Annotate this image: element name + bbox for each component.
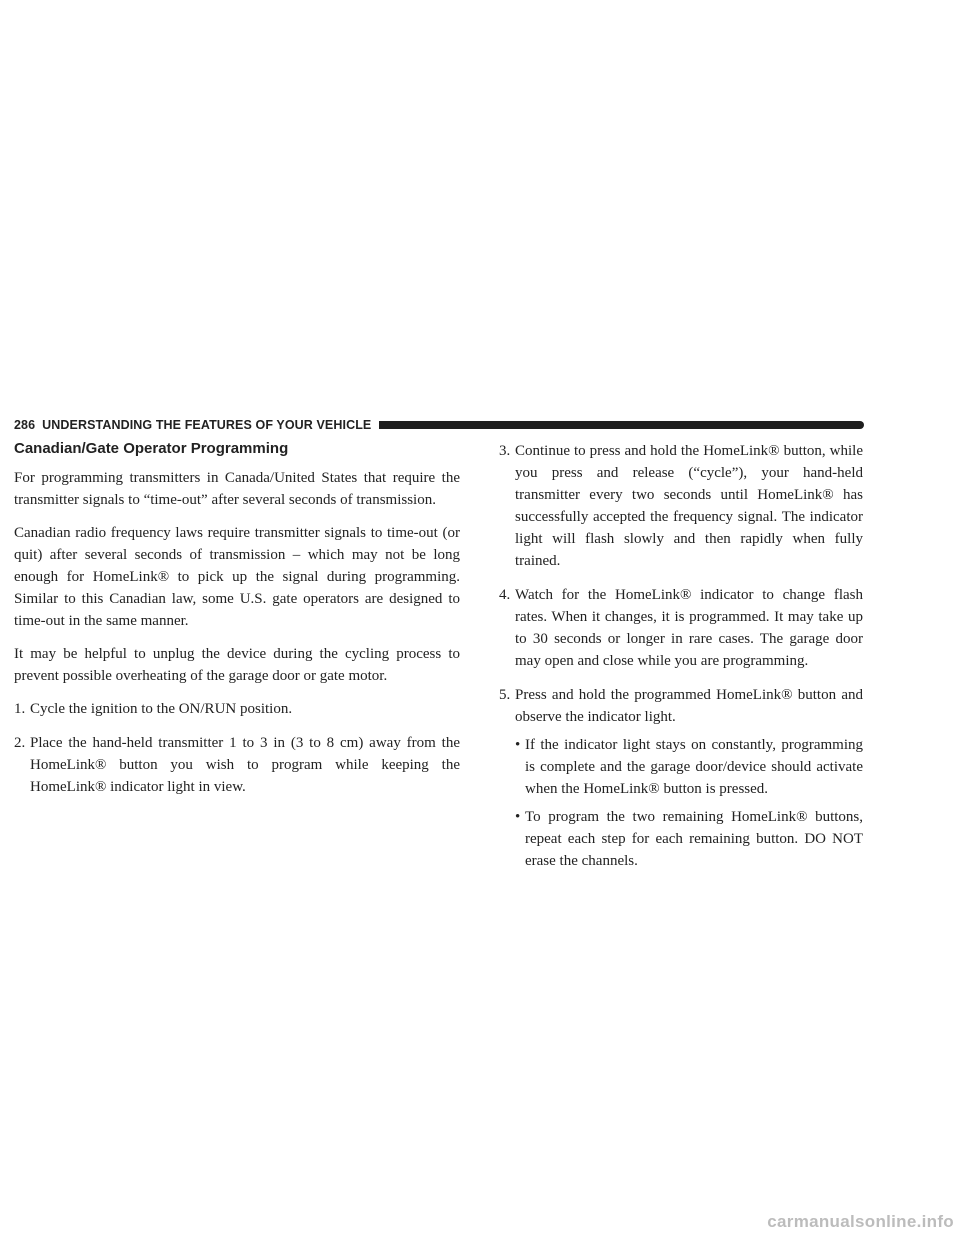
page-header (14, 414, 864, 436)
step-2 (14, 732, 460, 798)
bullet-item (507, 806, 863, 872)
step-number: 5. (499, 687, 511, 703)
section-heading: Canadian/Gate Operator Programming (14, 440, 289, 457)
step-4 (499, 584, 863, 672)
paragraph: Canadian radio frequency laws require transmitter signals to time-out (or quit) after several seconds of transmission – which may not be long enough for HomeLink® to pick up the signal during programming. Similar to this Canadian law, some U.S. gate operators are designed to time-out in the same manner. (14, 525, 460, 629)
step-text: Watch for the HomeLink® indicator to change flash rates. When it changes, it is programmed. It may take up to 30 seconds or longer in rare cases. The garage door may open and close while you are programming. (515, 587, 863, 669)
step-5 (499, 684, 863, 728)
bullet-dot-icon: • (515, 809, 521, 825)
step-number: 3. (499, 443, 511, 459)
step-number: 4. (499, 587, 511, 603)
right-column (499, 440, 863, 878)
step-text: Cycle the ignition to the ON/RUN position. (30, 701, 293, 717)
bullet-text: If the indicator light stays on constantly, programming is complete and the garage door/device should activate when the HomeLink® button is pressed. (525, 737, 863, 797)
page-number: 286 (14, 418, 36, 432)
header-rule (379, 421, 864, 429)
bullet-dot-icon: • (515, 737, 521, 753)
watermark: carmanualsonline.info (767, 1212, 954, 1231)
paragraph: For programming transmitters in Canada/United States that require the transmitter signals to “time-out” after several seconds of transmission. (14, 470, 460, 508)
section-title: UNDERSTANDING THE FEATURES OF YOUR VEHICLE (42, 418, 372, 432)
step-number: 2. (14, 735, 26, 751)
left-column (14, 440, 460, 810)
bullet-item (507, 734, 863, 800)
step-1 (14, 698, 460, 720)
step-text: Press and hold the programmed HomeLink® button and observe the indicator light. (515, 687, 863, 725)
bullet-text: To program the two remaining HomeLink® buttons, repeat each step for each remaining button. DO NOT erase the channels. (525, 809, 863, 869)
step-3 (499, 440, 863, 572)
step-number: 1. (14, 701, 26, 717)
step-text: Place the hand-held transmitter 1 to 3 in (3 to 8 cm) away from the HomeLink® button you wish to program while keeping the HomeLink® indicator light in view. (30, 735, 460, 795)
paragraph: It may be helpful to unplug the device during the cycling process to prevent possible overheating of the garage door or gate motor. (14, 646, 460, 684)
step-text: Continue to press and hold the HomeLink® button, while you press and release (“cycle”), your hand-held transmitter every two seconds until HomeLink® has successfully accepted the frequency signal. The indicator light will flash slowly and then rapidly when fully trained. (515, 443, 863, 569)
